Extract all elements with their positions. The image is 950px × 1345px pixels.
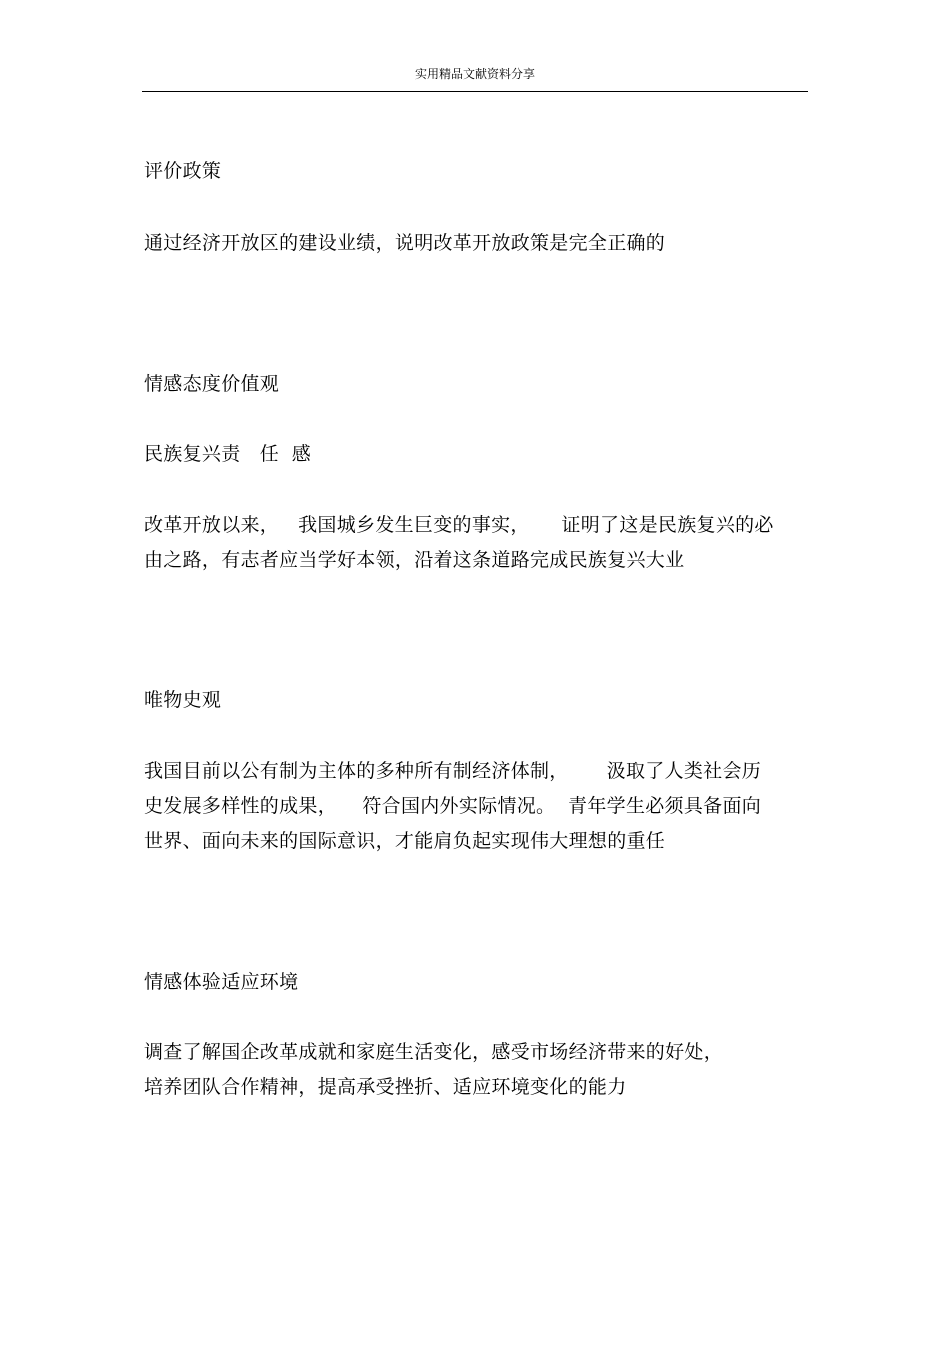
paragraph-line: 我国目前以公有制为主体的多种所有制经济体制， 汲取了人类社会历 <box>144 760 762 782</box>
paragraph-line: 培养团队合作精神，提高承受挫折、适应环境变化的能力 <box>144 1076 627 1098</box>
section-heading-policy: 评价政策 <box>144 160 222 182</box>
paragraph-line: 改革开放以来， 我国城乡发生巨变的事实， 证明了这是民族复兴的必 <box>144 514 774 536</box>
paragraph-line: 通过经济开放区的建设业绩，说明改革开放政策是完全正确的 <box>144 232 666 254</box>
paragraph-line: 调查了解国企改革成就和家庭生活变化，感受市场经济带来的好处， <box>144 1041 724 1063</box>
paragraph-line: 民族复兴责 任 感 <box>144 443 312 465</box>
section-heading-values: 情感态度价值观 <box>144 373 280 395</box>
section-heading-materialism: 唯物史观 <box>144 689 222 711</box>
page-header: 实用精品文献资料分享 <box>414 67 535 81</box>
paragraph-line: 世界、面向未来的国际意识，才能肩负起实现伟大理想的重任 <box>144 830 666 852</box>
paragraph-line: 由之路，有志者应当学好本领，沿着这条道路完成民族复兴大业 <box>144 549 685 571</box>
section-heading-experience: 情感体验适应环境 <box>144 971 299 993</box>
header-divider <box>142 91 808 92</box>
paragraph-line: 史发展多样性的成果， 符合国内外实际情况。 青年学生必须具备面向 <box>144 795 762 817</box>
